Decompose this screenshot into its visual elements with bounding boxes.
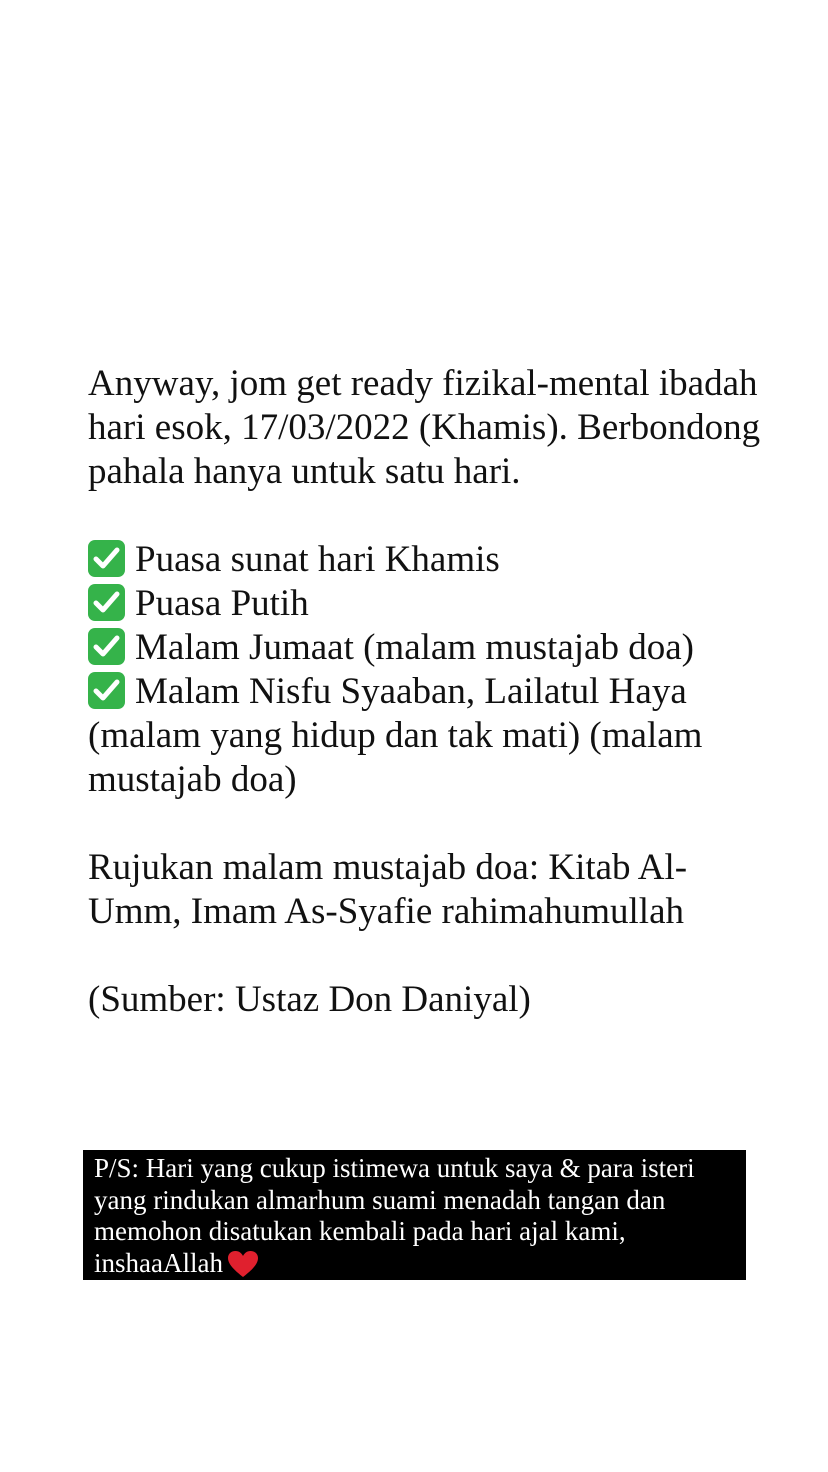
check-mark-button-icon (88, 584, 125, 621)
check-mark-button-icon (88, 540, 125, 577)
checklist-item-text: Puasa sunat hari Khamis (135, 539, 500, 580)
checklist-item-text: Puasa Putih (135, 583, 309, 624)
reference-paragraph: Rujukan malam mustajab doa: Kitab Al-Umm, Imam As-Syafie rahimahumullah (88, 847, 688, 932)
source-paragraph: (Sumber: Ustaz Don Daniyal) (88, 979, 531, 1020)
ps-caption (94, 1153, 736, 1279)
check-mark-button-icon (88, 672, 125, 709)
checklist-item (88, 582, 768, 626)
checklist-item-text: Malam Jumaat (malam mustajab doa) (135, 627, 694, 668)
check-mark-button-icon (88, 628, 125, 665)
checklist (88, 538, 768, 802)
red-heart-icon (227, 1250, 259, 1278)
checklist-item (88, 538, 768, 582)
checklist-item-text: Malam Nisfu Syaaban, Lailatul Haya (malam yang hidup dan tak mati) (malam mustajab doa) (88, 671, 703, 800)
intro-paragraph: Anyway, jom get ready fizikal-mental ibadah hari esok, 17/03/2022 (Khamis). Berbondong pahala hanya untuk satu hari. (88, 363, 761, 492)
checklist-item (88, 626, 768, 670)
ps-caption-text: P/S: Hari yang cukup istimewa untuk saya & para isteri yang rindukan almarhum suami menadah tangan dan memohon disatukan kembali pada hari ajal kami, inshaaAllah (94, 1153, 695, 1278)
story-text-block (88, 362, 768, 1022)
ps-caption-box (83, 1150, 746, 1280)
checklist-item (88, 670, 768, 802)
